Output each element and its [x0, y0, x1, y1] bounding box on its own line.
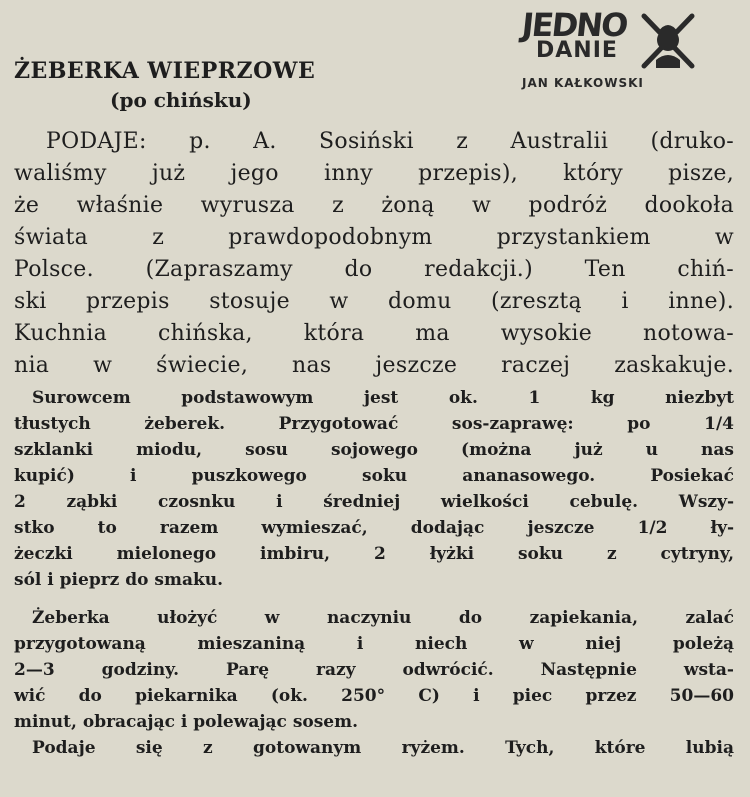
body-line: tłustych żeberek. Przygotować sos-zaprawę: po 1/4 — [14, 414, 734, 434]
column-logo — [518, 4, 698, 92]
body-line: sól i pieprz do smaku. — [14, 570, 224, 590]
body-line: 2 ząbki czosnku i średniej wielkości cebulę. Wszy- — [14, 492, 734, 512]
body-line: wić do piekarnika (ok. 250° C) i piec przez 50—60 — [14, 686, 734, 706]
body-line: stko to razem wymieszać, dodając jeszcze 1/2 ły- — [14, 518, 734, 538]
lead-line: Polsce. (Zapraszamy do redakcji.) Ten chiń- — [14, 257, 734, 282]
body-line: żeczki mielonego imbiru, 2 łyżki soku z cytryny, — [14, 544, 734, 564]
body-line: Surowcem podstawowym jest ok. 1 kg niezbyt — [32, 388, 734, 408]
lead-paragraph — [14, 126, 734, 382]
lead-line: że właśnie wyrusza z żoną w podróż dookoła — [14, 193, 734, 218]
lead-line: waliśmy już jego inny przepis), który pisze, — [14, 161, 734, 186]
lead-line: nia w świecie, nas jeszcze raczej zaskakuje. — [14, 353, 734, 378]
body-line: minut, obracając i polewając sosem. — [14, 712, 359, 732]
lead-line: Kuchnia chińska, która ma wysokie notowa- — [14, 321, 734, 346]
lead-line: świata z prawdopodobnym przystankiem w — [14, 225, 734, 250]
lead-line: ski przepis stosuje w domu (zresztą i inne). — [14, 289, 734, 314]
logo-line1: JEDNO — [520, 6, 629, 44]
lead-line: PODAJE: p. A. Sosiński z Australii (druko- — [46, 129, 734, 154]
body-line-cut: Podaje się z gotowanym ryżem. Tych, które lubią — [32, 738, 734, 758]
body-line: 2—3 godziny. Parę razy odwrócić. Następnie wsta- — [14, 660, 734, 680]
body-line: Żeberka ułożyć w naczyniu do zapiekania, zalać — [32, 608, 734, 628]
body-line: przygotowaną mieszaniną i niech w niej poleżą — [14, 634, 734, 654]
body-line: szklanki miodu, sosu sojowego (można już u nas — [14, 440, 734, 460]
crossed-cutlery-chef-icon — [638, 10, 698, 72]
logo-line2: DANIE — [536, 38, 618, 63]
recipe-body — [14, 385, 734, 758]
recipe-subtitle: (po chińsku) — [110, 88, 252, 112]
recipe-title: ŻEBERKA WIEPRZOWE — [14, 58, 316, 84]
author-name: JAN KAŁKOWSKI — [522, 76, 644, 90]
body-line: kupić) i puszkowego soku ananasowego. Posiekać — [14, 466, 734, 486]
